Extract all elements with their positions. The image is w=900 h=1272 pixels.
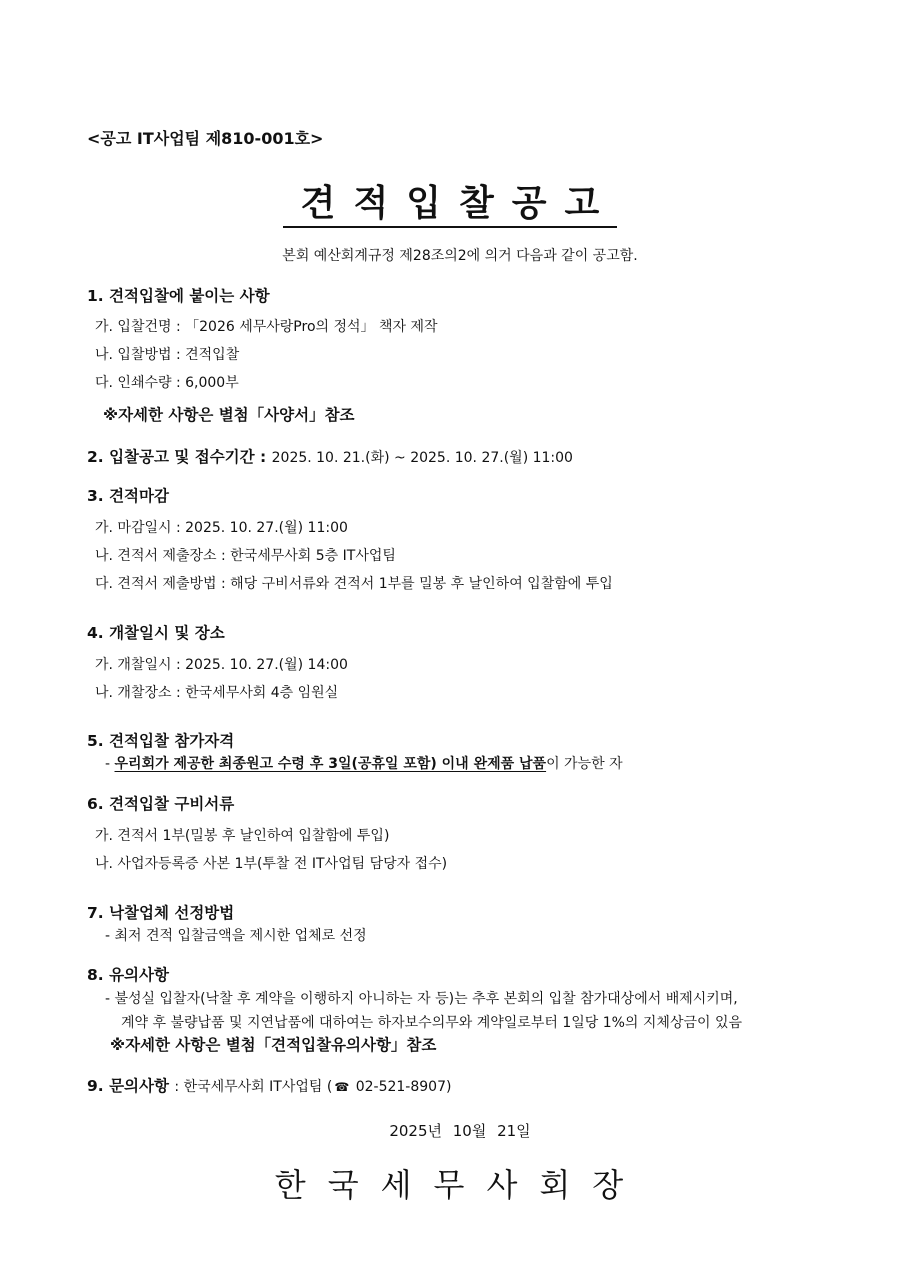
section-2-value: 2025. 10. 21.(화) ~ 2025. 10. 27.(월) 11:00 [271,450,573,466]
section-8-note: ※자세한 사항은 별첨「견적입찰유의사항」참조 [110,1036,437,1054]
section-1-note: ※자세한 사항은 별첨「사양서」참조 [103,406,355,424]
contact-info: : 한국세무사회 IT사업팀 ( ☎ 02-521-8907) [174,1079,452,1095]
section-9-heading [87,1074,451,1096]
section-5-item [105,753,623,773]
qualification-emphasis: 우리회가 제공한 최종원고 수령 후 3일(공휴일 포함) 이내 완제품 납품 [114,756,547,772]
section-7-heading: 7. 낙찰업체 선정방법 [87,904,235,922]
intro-text: 본회 예산회계규정 제28조의2에 의거 다음과 같이 공고함. [282,248,638,264]
qualification-rest: 이 가능한 자 [546,756,623,772]
phone-icon: ☎ [334,1080,350,1094]
issuer-name: 한국세무사회장 [274,1166,646,1204]
section-9-label: 9. 문의사항 [87,1077,169,1095]
section-4-item: 나. 개찰장소 : 한국세무사회 4층 임원실 [95,685,339,701]
section-1-item: 다. 인쇄수량 : 6,000부 [95,375,239,391]
section-7-item: - 최저 견적 입찰금액을 제시한 업체로 선정 [105,928,367,944]
section-4-heading: 4. 개찰일시 및 장소 [87,624,225,642]
section-3-item: 다. 견적서 제출방법 : 해당 구비서류와 견적서 1부를 밀봉 후 날인하여 입찰함에 투입 [95,576,613,592]
section-5-heading: 5. 견적입찰 참가자격 [87,732,235,750]
section-3-heading: 3. 견적마감 [87,487,169,505]
notice-date: 2025년 10월 21일 [389,1122,531,1140]
section-6-item: 나. 사업자등록증 사본 1부(투찰 전 IT사업팀 담당자 접수) [95,856,448,872]
notice-reference: <공고 IT사업팀 제810-001호> [87,129,324,148]
section-1-item: 나. 입찰방법 : 견적입찰 [95,347,240,363]
section-2-label: 2. 입찰공고 및 접수기간 : [87,448,267,466]
section-6-item: 가. 견적서 1부(밀봉 후 날인하여 입찰함에 투입) [95,828,390,844]
section-1-item: 가. 입찰건명 : 「2026 세무사랑Pro의 정석」 책자 제작 [95,319,438,335]
section-2-heading [87,445,573,467]
section-3-item: 가. 마감일시 : 2025. 10. 27.(월) 11:00 [95,520,348,536]
section-1-heading: 1. 견적입찰에 붙이는 사항 [87,287,270,305]
page-title: 견적입찰공고 [0,182,900,228]
section-6-heading: 6. 견적입찰 구비서류 [87,795,235,813]
section-8-line: - 불성실 입찰자(낙찰 후 계약을 이행하지 아니하는 자 등)는 추후 본회의 입찰 참가대상에서 배제시키며, [105,991,738,1007]
section-8-heading: 8. 유의사항 [87,966,169,984]
section-3-item: 나. 견적서 제출장소 : 한국세무사회 5층 IT사업팀 [95,548,396,564]
section-8-line: 계약 후 불량납품 및 지연납품에 대하여는 하자보수의무와 계약일로부터 1일당 1%의 지체상금이 있음 [121,1015,743,1031]
dash-marker: - [105,756,111,772]
section-4-item: 가. 개찰일시 : 2025. 10. 27.(월) 14:00 [95,657,348,673]
